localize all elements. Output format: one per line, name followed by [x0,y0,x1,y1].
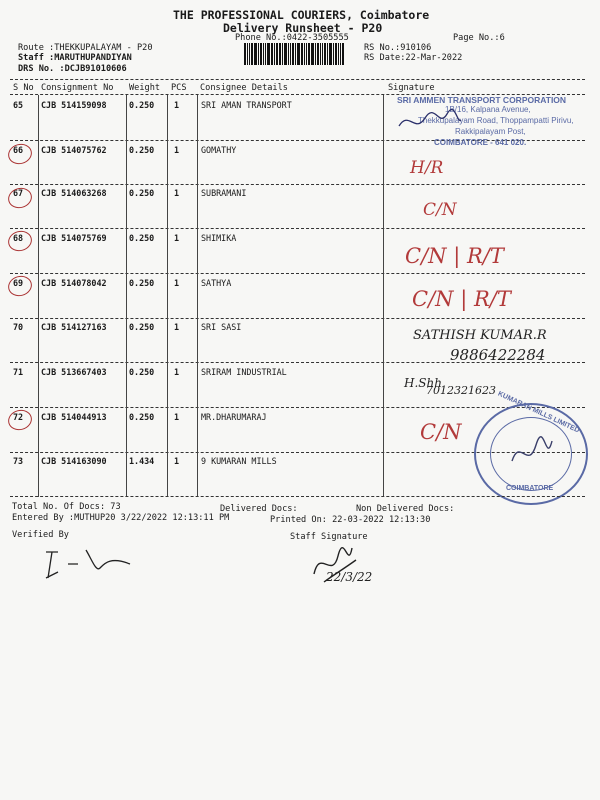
handwritten-note: C/N | R/T [405,244,504,268]
row-sno: 73 [13,456,24,466]
row-weight: 1.434 [129,456,155,466]
barcode-bar [338,43,339,65]
staff-signature [308,540,368,592]
seal-text-bottom: COIMBATORE [506,485,554,492]
row-consignment: CJB 514075769 [41,233,107,243]
ink-circle [6,228,34,254]
handwritten-note: C/N [423,200,457,220]
col-sno: S No [13,83,34,93]
row-pcs: 1 [174,322,180,332]
printed-on: Printed On: 22-03-2022 12:13:30 [270,515,431,525]
row-pcs: 1 [174,188,180,198]
row-consignee: SRI AMAN TRANSPORT [201,100,292,110]
seal-signature [506,431,556,477]
column-divider [383,95,384,497]
sheet-title: Delivery Runsheet - P20 [223,21,383,35]
row-consignee: SRI SASI [201,322,242,332]
row-consignee: GOMATHY [201,145,237,155]
stamp-line-4: Rakkipalayam Post, [455,127,526,136]
barcode-bar [320,43,321,65]
row-consignee: SHIMIKA [201,233,237,243]
barcode-bar [265,43,266,65]
row-sno: 68 [13,233,24,243]
barcode-bar [284,43,287,65]
ink-circle [6,273,34,299]
row-pcs: 1 [174,100,180,110]
barcode-bar [333,43,334,65]
row-weight: 0.250 [129,367,155,377]
row-weight: 0.250 [129,322,155,332]
route-label: Route :THEKKUPALAYAM - P20 [18,43,153,53]
ink-circle [6,185,34,211]
page-number: Page No.:6 [453,33,505,43]
row-consignment: CJB 514163090 [41,456,107,466]
row-weight: 0.250 [129,100,155,110]
seal-text-top: KUMARAN MILLS LIMITED [496,390,581,435]
row-weight: 0.250 [129,233,155,243]
row-weight: 0.250 [129,188,155,198]
ink-circle [6,407,34,433]
verified-by-label: Verified By [12,530,69,540]
row-separator [10,273,585,274]
row-consignment: CJB 514078042 [41,278,107,288]
barcode-bar [301,43,303,65]
row-consignee: SUBRAMANI [201,188,247,198]
barcode-bar [276,43,278,65]
company-title: THE PROFESSIONAL COURIERS, Coimbatore [173,8,430,22]
row-weight: 0.250 [129,412,155,422]
row-sno: 65 [13,100,24,110]
total-docs: Total No. Of Docs: 73 [12,502,121,512]
handwritten-note: C/N | R/T [412,287,511,311]
row-sno: 69 [13,278,24,288]
column-divider [38,95,39,497]
col-consignment: Consignment No [41,83,114,93]
row-sno: 66 [13,145,24,155]
barcode-bar [324,43,326,65]
row-separator [10,318,585,319]
column-divider [197,95,198,497]
verifier-signature [40,542,135,584]
barcode-bar [249,43,250,65]
barcode-bar [263,43,264,65]
barcode-bar [335,43,337,65]
row-consignment: CJB 514044913 [41,412,107,422]
delivered-docs: Delivered Docs: [220,504,298,514]
barcode-bar [306,43,307,65]
barcode-bar [258,43,259,65]
row-sno: 70 [13,322,24,332]
row-consignee: SATHYA [201,278,232,288]
barcode-bar [290,43,291,65]
barcode-bar [340,43,341,65]
barcode-bar [288,43,289,65]
barcode-bar [295,43,296,65]
row-separator [10,184,585,185]
barcode-bar [322,43,323,65]
row-consignment: CJB 514063268 [41,188,107,198]
col-signature: Signature [388,83,435,93]
row-sno: 67 [13,188,24,198]
barcode-bar [327,43,328,65]
column-divider [126,95,127,497]
row-weight: 0.250 [129,278,155,288]
barcode-bar [274,43,275,65]
row-weight: 0.250 [129,145,155,155]
signature-scribble [395,108,465,136]
barcode-bar [311,43,314,65]
header-rule-top [10,79,585,80]
stamp-line-3: Thekkupalayam Road, Thoppampatti Pirivu, [418,116,574,125]
row-consignee: 9 KUMARAN MILLS [201,456,277,466]
column-divider [167,95,168,497]
barcode-bar [315,43,316,65]
rs-number: RS No.:910106 [364,43,432,53]
row-sno: 71 [13,367,24,377]
barcode-bar [271,43,273,65]
row-separator [10,407,585,408]
handwritten-note: 9886422284 [450,346,546,364]
row-consignment: CJB 514075762 [41,145,107,155]
barcode-bar [267,43,270,65]
row-pcs: 1 [174,145,180,155]
ink-circle [6,141,34,167]
barcode-bar [304,43,305,65]
entered-by: Entered By :MUTHUP20 3/22/2022 12:13:11 PM [12,513,230,523]
rs-date: RS Date:22-Mar-2022 [364,53,463,63]
barcode-bar [244,43,246,65]
barcode-bar [342,43,344,65]
row-sno: 72 [13,412,24,422]
row-pcs: 1 [174,412,180,422]
barcode [244,43,345,65]
barcode-bar [308,43,310,65]
row-separator [10,228,585,229]
barcode-bar [251,43,253,65]
staff-signature-date: 22/3/22 [326,570,373,584]
footer-rule [10,496,585,497]
handwritten-note: H/R [410,158,444,178]
col-pcs: PCS [171,83,187,93]
col-weight: Weight [129,83,161,93]
row-consignment: CJB 514127163 [41,322,107,332]
non-delivered-docs: Non Delivered Docs: [356,504,455,514]
barcode-bar [247,43,248,65]
row-pcs: 1 [174,456,180,466]
barcode-bar [329,43,332,65]
row-consignee: MR.DHARUMARAJ [201,412,267,422]
row-pcs: 1 [174,278,180,288]
barcode-bar [279,43,281,65]
barcode-bar [292,43,294,65]
staff-label: Staff :MARUTHUPANDIYAN [18,53,132,63]
handwritten-note: SATHISH KUMAR.R [413,328,547,343]
handwritten-note: 7012321623 [426,384,496,397]
barcode-bar [282,43,283,65]
row-consignment: CJB 514159098 [41,100,107,110]
stamp-line-2: 1B/16, Kalpana Avenue, [445,105,531,114]
col-consignee: Consignee Details [200,83,288,93]
barcode-bar [317,43,319,65]
company-seal [474,390,588,505]
row-consignment: CJB 513667403 [41,367,107,377]
row-consignee: SRIRAM INDUSTRIAL [201,367,287,377]
row-pcs: 1 [174,233,180,243]
handwritten-note: H.Shh [404,376,442,390]
drs-number: DRS No. :DCJB91010606 [18,64,127,74]
stamp-line-5: COIMBATORE - 641 020. [434,138,527,147]
stamp-line-1: SRI AMMEN TRANSPORT CORPORATION [397,95,567,105]
barcode-bar [254,43,257,65]
barcode-bar [260,43,262,65]
barcode-bar [297,43,300,65]
staff-signature-label: Staff Signature [290,532,368,542]
phone-number: Phone No.:0422-3505555 [235,33,349,43]
handwritten-note: C/N [420,420,462,444]
row-pcs: 1 [174,367,180,377]
